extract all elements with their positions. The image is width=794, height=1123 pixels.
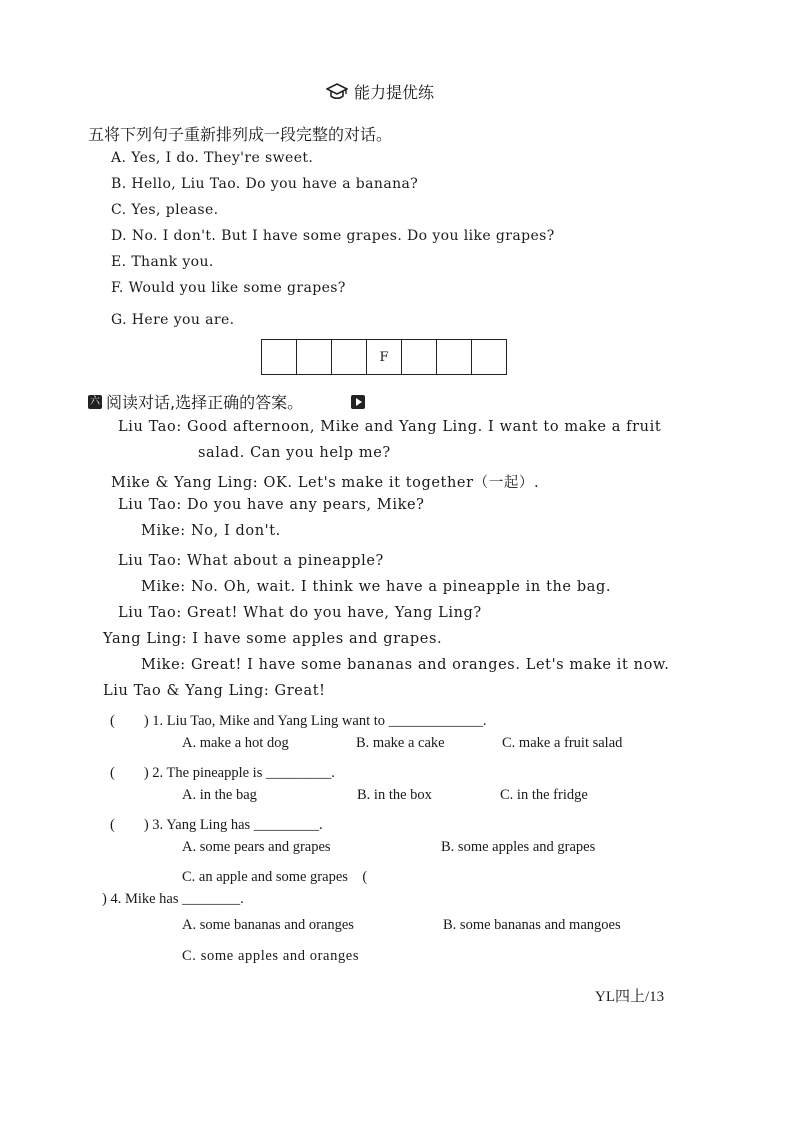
dialogue-line: Liu Tao: Do you have any pears, Mike? [118,497,425,513]
play-audio-icon[interactable] [351,395,365,409]
question-2-option-a[interactable]: A. in the bag [182,787,257,803]
answer-box-4[interactable]: F [367,340,402,374]
option-b: B. Hello, Liu Tao. Do you have a banana? [111,176,419,192]
option-f: F. Would you like some grapes? [111,280,346,296]
option-d: D. No. I don't. But I have some grapes. Do you like grapes? [111,228,555,244]
question-1-option-a[interactable]: A. make a hot dog [182,735,289,751]
answer-box-6[interactable] [437,340,472,374]
section5-number: 五 [88,125,105,144]
graduation-cap-icon [326,83,348,101]
question-3-option-b[interactable]: B. some apples and grapes [441,839,596,855]
question-3-option-c[interactable]: C. an apple and some grapes ( [182,869,368,885]
section-title: 能力提优练 [354,83,435,102]
option-a: A. Yes, I do. They're sweet. [111,150,314,166]
dialogue-line: Mike: No. Oh, wait. I think we have a pineapple in the bag. [141,579,612,595]
question-3: ( ) 3. Yang Ling has _________. [110,817,323,833]
section5-instruction: 将下列句子重新排列成一段完整的对话。 [104,125,393,144]
question-3-option-a[interactable]: A. some pears and grapes [182,839,331,855]
question-1: ( ) 1. Liu Tao, Mike and Yang Ling want to _____________. [110,713,487,729]
dialogue-line: Mike: Great! I have some bananas and oranges. Let's make it now. [141,657,670,673]
section6-instruction: 阅读对话,选择正确的答案。 [106,393,304,412]
answer-box-1[interactable] [262,340,297,374]
question-4-option-b[interactable]: B. some bananas and mangoes [443,917,621,933]
answer-box-3[interactable] [332,340,367,374]
question-1-option-c[interactable]: C. make a fruit salad [502,735,623,751]
dialogue-line: Mike: No, I don't. [141,523,281,539]
question-4-option-a[interactable]: A. some bananas and oranges [182,917,354,933]
question-2-option-c[interactable]: C. in the fridge [500,787,588,803]
answer-box-7[interactable] [472,340,506,374]
option-c: C. Yes, please. [111,202,219,218]
question-2: ( ) 2. The pineapple is _________. [110,765,335,781]
section6-number: 六 [90,395,100,407]
dialogue-line: Liu Tao: Great! What do you have, Yang Ling? [118,605,482,621]
answer-box-5[interactable] [402,340,437,374]
dialogue-line: Liu Tao: What about a pineapple? [118,553,384,569]
dialogue-line: Yang Ling: I have some apples and grapes. [103,631,443,647]
option-e: E. Thank you. [111,254,214,270]
answer-grid [261,339,507,375]
dialogue-line: salad. Can you help me? [198,445,391,461]
answer-box-2[interactable] [297,340,332,374]
option-g: G. Here you are. [111,312,235,328]
question-4-option-c[interactable]: C. some apples and oranges [182,948,360,964]
question-1-option-b[interactable]: B. make a cake [356,735,445,751]
question-4: ) 4. Mike has ________. [102,891,244,907]
section6-heading [88,390,365,413]
dialogue-line: Liu Tao: Good afternoon, Mike and Yang Ling. I want to make a fruit [118,419,662,435]
section5-heading [88,122,392,145]
page-number: YL四上/13 [595,989,665,1005]
section-header [326,80,434,103]
question-2-option-b[interactable]: B. in the box [357,787,432,803]
dialogue-line: Mike & Yang Ling: OK. Let's make it together（一起）. [111,475,540,491]
dialogue-line: Liu Tao & Yang Ling: Great! [103,683,326,699]
